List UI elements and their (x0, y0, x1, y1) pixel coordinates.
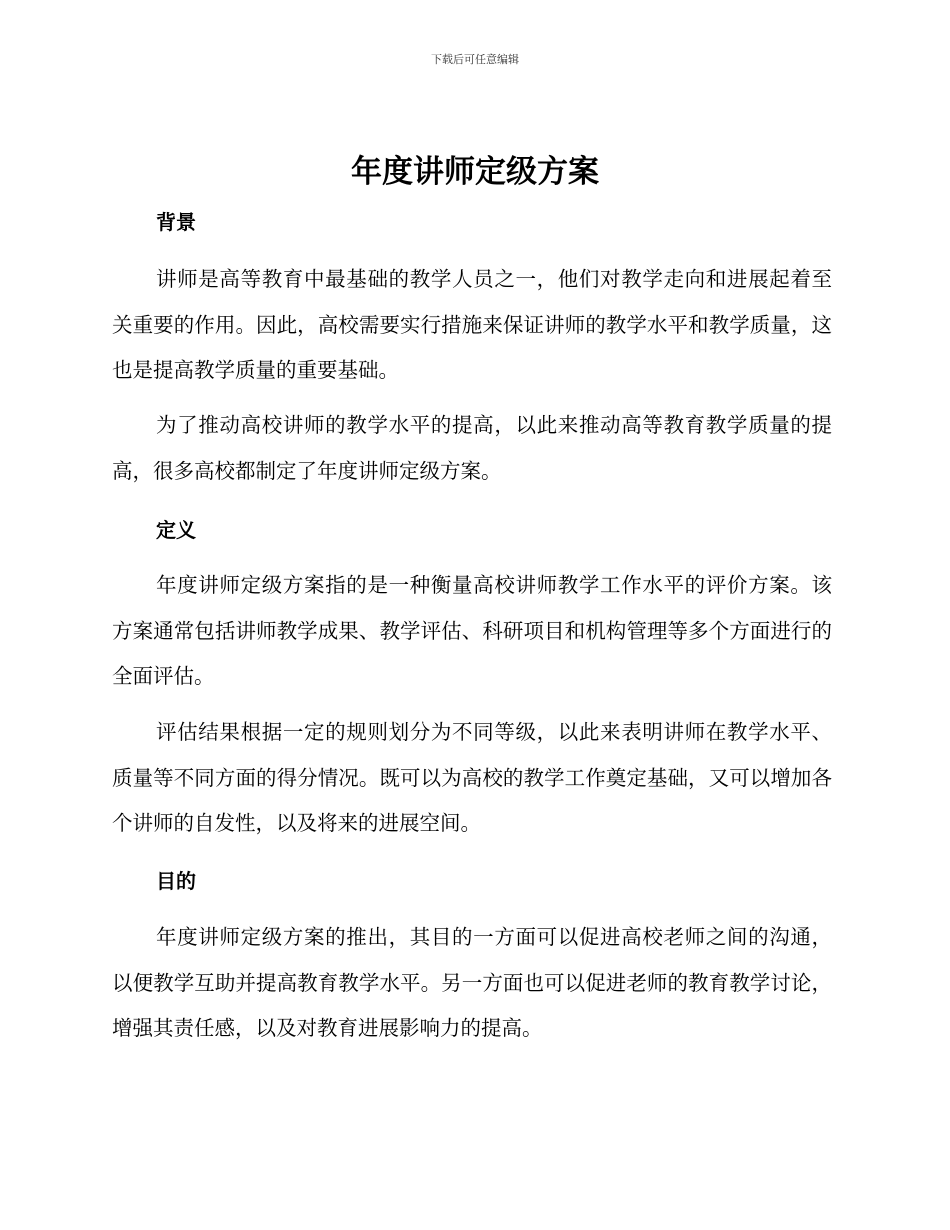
document-title: 年度讲师定级方案 (351, 154, 599, 190)
page-header-note: 下载后可任意编辑 (431, 53, 519, 66)
section-heading-definition: 定义 (156, 518, 196, 542)
section-heading-background: 背景 (156, 210, 196, 234)
background-paragraph-1: 讲师是高等教育中最基础的教学人员之一，他们对教学走向和进展起着至关重要的作用。因此，高校需要实行措施来保证讲师的教学水平和教学质量，这也是提高教学质量的重要基础。 (112, 267, 832, 382)
background-paragraph-2: 为了推动高校讲师的教学水平的提高，以此来推动高等教育教学质量的提高，很多高校都制定了年度讲师定级方案。 (112, 413, 832, 483)
purpose-paragraph-1: 年度讲师定级方案的推出，其目的一方面可以促进高校老师之间的沟通，以便教学互助并提高教育教学水平。另一方面也可以促进老师的教育教学讨论，增强其责任感，以及对教育进展影响力的提高。 (112, 925, 832, 1040)
section-heading-purpose: 目的 (156, 869, 196, 893)
definition-paragraph-2: 评估结果根据一定的规则划分为不同等级，以此来表明讲师在教学水平、质量等不同方面的得分情况。既可以为高校的教学工作奠定基础，又可以增加各个讲师的自发性，以及将来的进展空间。 (112, 720, 832, 835)
definition-paragraph-1: 年度讲师定级方案指的是一种衡量高校讲师教学工作水平的评价方案。该方案通常包括讲师教学成果、教学评估、科研项目和机构管理等多个方面进行的全面评估。 (112, 573, 832, 688)
